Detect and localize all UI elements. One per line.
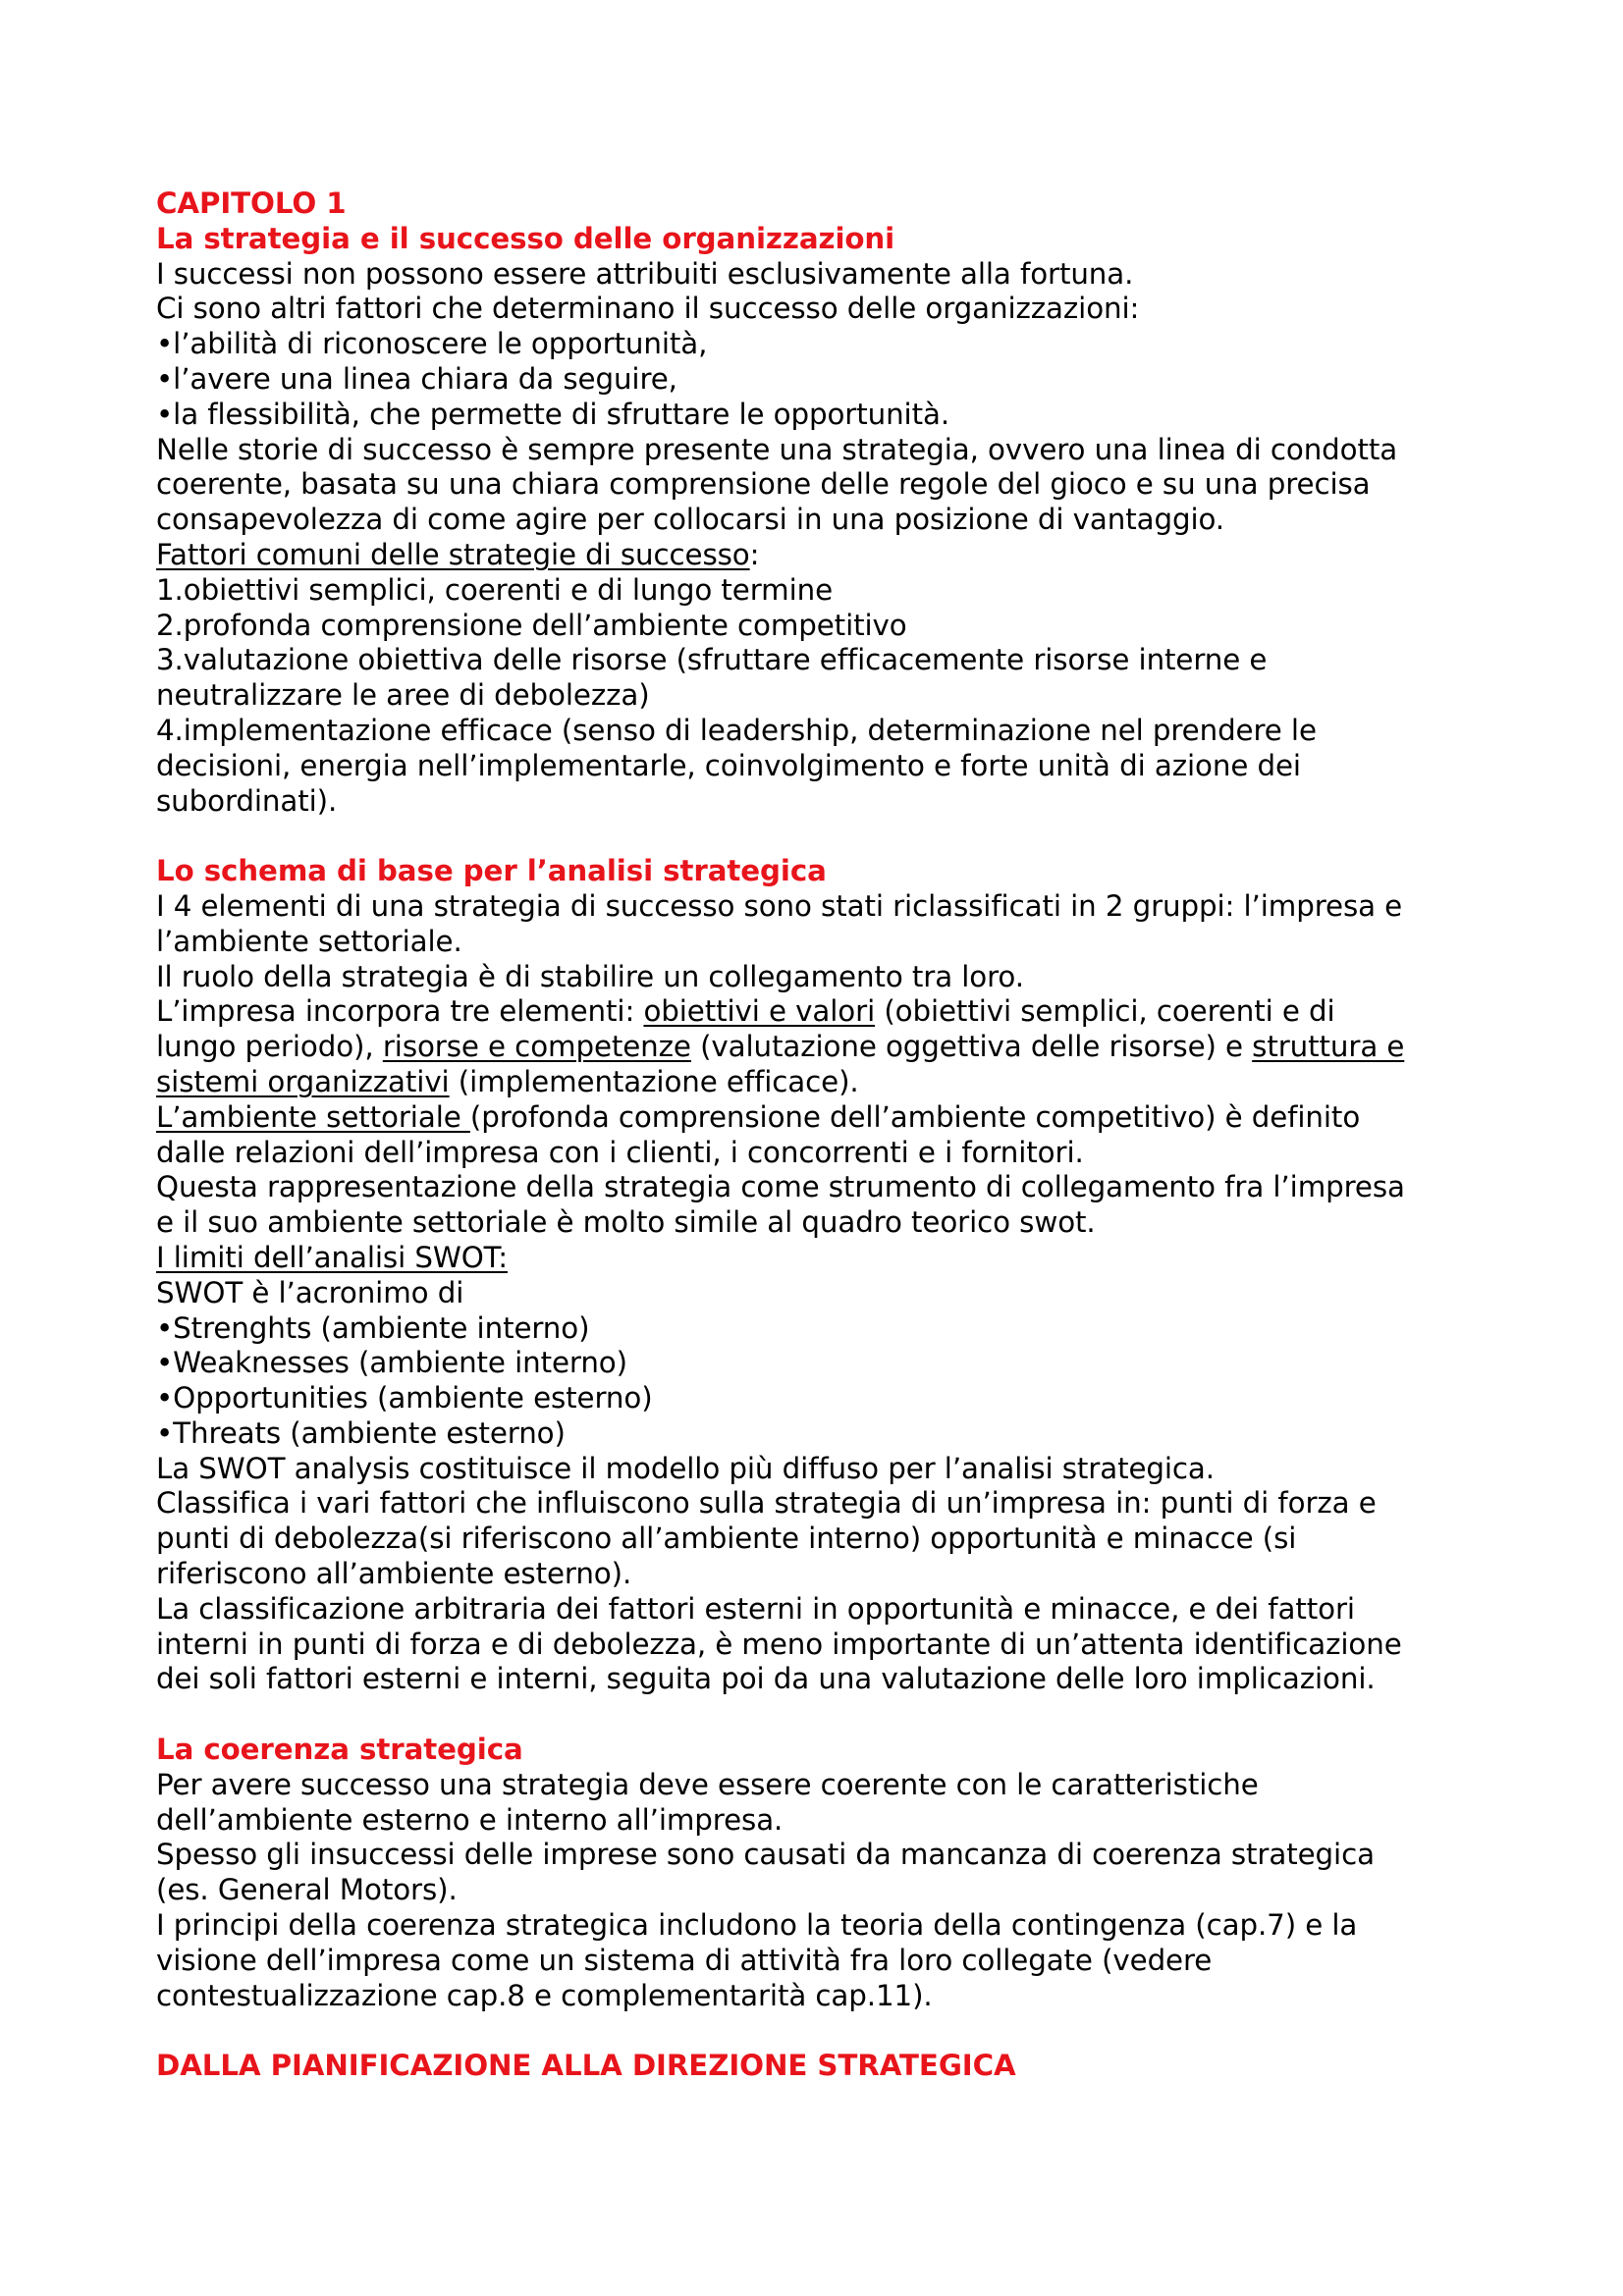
section-title-coerenza: La coerenza strategica xyxy=(156,1733,523,1767)
bullet-item: •Strenghts (ambiente interno) xyxy=(156,1310,590,1345)
underlined-term: L’ambiente settoriale xyxy=(156,1099,470,1134)
list-item: neutralizzare le aree di debolezza) xyxy=(156,678,650,713)
list-item: decisioni, energia nell’implementarle, coinvolgimento e forte unità di azione dei xyxy=(156,748,1301,782)
swot-heading-line xyxy=(156,1241,1491,1276)
bullet-item: •Weaknesses (ambiente interno) xyxy=(156,1346,627,1380)
underlined-term: struttura e xyxy=(1252,1030,1405,1064)
paragraph-line: Nelle storie di successo è sempre presente una strategia, ovvero una linea di condotta xyxy=(156,432,1398,466)
list-item: 3.valutazione obiettiva delle risorse (sfruttare efficacemente risorse interne e xyxy=(156,643,1268,677)
paragraph-line xyxy=(156,1100,1491,1136)
text-run: L’impresa incorpora tre elementi: xyxy=(156,994,644,1029)
paragraph-line: Spesso gli insuccessi delle imprese sono causati da mancanza di coerenza strategica xyxy=(156,1838,1375,1872)
bullet-item: •l’avere una linea chiara da seguire, xyxy=(156,361,677,396)
paragraph-line: I 4 elementi di una strategia di successo sono stati riclassificati in 2 gruppi: l’impresa e xyxy=(156,888,1403,923)
paragraph-line: I principi della coerenza strategica includono la teoria della contingenza (cap.7) e la xyxy=(156,1908,1358,1943)
list-item: 2.profonda comprensione dell’ambiente competitivo xyxy=(156,608,907,642)
bullet-item: •la flessibilità, che permette di sfruttare le opportunità. xyxy=(156,397,950,431)
paragraph-line: dell’ambiente esterno e interno all’impresa. xyxy=(156,1802,784,1837)
paragraph-line: dei soli fattori esterni e interni, seguita poi da una valutazione delle loro implicazioni. xyxy=(156,1662,1376,1696)
paragraph-line xyxy=(156,1030,1491,1065)
text-run: (obiettivi semplici, coerenti e di xyxy=(875,994,1335,1029)
page-content xyxy=(156,187,1491,2084)
spacer xyxy=(156,1697,1491,1733)
section-title-strategia-successo: La strategia e il successo delle organizzazioni xyxy=(156,221,895,255)
bullet-item: •Opportunities (ambiente esterno) xyxy=(156,1381,653,1415)
text-run: (implementazione efficace). xyxy=(449,1064,859,1098)
section-1-body xyxy=(156,257,1491,820)
paragraph-line xyxy=(156,1065,1491,1100)
section-3-body xyxy=(156,1768,1491,2014)
text-run: lungo periodo), xyxy=(156,1030,383,1064)
underlined-term: risorse e competenze xyxy=(382,1030,691,1064)
bullet-item: •Threats (ambiente esterno) xyxy=(156,1415,566,1450)
underlined-term: obiettivi e valori xyxy=(643,994,876,1029)
paragraph-line: (es. General Motors). xyxy=(156,1873,458,1907)
paragraph-line: I successi non possono essere attribuiti esclusivamente alla fortuna. xyxy=(156,256,1134,291)
list-item: subordinati). xyxy=(156,783,338,818)
paragraph-line: punti di debolezza(si riferiscono all’ambiente interno) opportunità e minacce (si xyxy=(156,1522,1297,1556)
section-title-schema-analisi: Lo schema di base per l’analisi strategica xyxy=(156,854,827,888)
paragraph-line: riferiscono all’ambiente esterno). xyxy=(156,1557,632,1591)
paragraph-line: interni in punti di forza e di debolezza, è meno importante di un’attenta identificazione xyxy=(156,1627,1402,1661)
paragraph-line: e il suo ambiente settoriale è molto simile al quadro teorico swot. xyxy=(156,1205,1096,1240)
section-2-body xyxy=(156,889,1491,1697)
paragraph-line: Ci sono altri fattori che determinano il successo delle organizzazioni: xyxy=(156,292,1140,326)
bullet-item: •l’abilità di riconoscere le opportunità, xyxy=(156,327,708,361)
paragraph-line: La SWOT analysis costituisce il modello più diffuso per l’analisi strategica. xyxy=(156,1451,1215,1485)
paragraph-line xyxy=(156,994,1491,1030)
text-run: (profonda comprensione dell’ambiente competitivo) è definito xyxy=(469,1099,1361,1134)
swot-heading: I limiti dell’analisi SWOT: xyxy=(156,1240,509,1274)
paragraph-line: Per avere successo una strategia deve essere coerente con le caratteristiche xyxy=(156,1767,1259,1801)
paragraph-line: dalle relazioni dell’impresa con i clienti, i concorrenti e i fornitori. xyxy=(156,1135,1084,1169)
section-title-pianificazione: DALLA PIANIFICAZIONE ALLA DIREZIONE STRATEGICA xyxy=(156,2049,1016,2083)
spacer xyxy=(156,819,1491,854)
factors-heading: Fattori comuni delle strategie di successo xyxy=(156,537,750,571)
list-item: 4.implementazione efficace (senso di leadership, determinazione nel prendere le xyxy=(156,713,1317,747)
paragraph-line: visione dell’impresa come un sistema di attività fra loro collegate (vedere xyxy=(156,1943,1213,1977)
paragraph-line: Questa rappresentazione della strategia come strumento di collegamento fra l’impresa xyxy=(156,1170,1405,1204)
paragraph-line: La classificazione arbitraria dei fattori esterni in opportunità e minacce, e dei fattori xyxy=(156,1591,1355,1626)
factors-colon: : xyxy=(749,537,760,571)
factors-heading-line xyxy=(156,538,1491,573)
underlined-term: sistemi organizzativi xyxy=(156,1064,450,1098)
paragraph-line: l’ambiente settoriale. xyxy=(156,924,462,958)
paragraph-line: Classifica i vari fattori che influiscono sulla strategia di un’impresa in: punti di forza e xyxy=(156,1486,1377,1521)
paragraph-line: Il ruolo della strategia è di stabilire un collegamento tra loro. xyxy=(156,959,1024,993)
paragraph-line: consapevolezza di come agire per collocarsi in una posizione di vantaggio. xyxy=(156,503,1225,537)
paragraph-line: contestualizzazione cap.8 e complementarità cap.11). xyxy=(156,1978,933,2012)
paragraph-line: SWOT è l’acronimo di xyxy=(156,1275,464,1309)
text-run: (valutazione oggettiva delle risorse) e xyxy=(690,1030,1253,1064)
list-item: 1.obiettivi semplici, coerenti e di lungo termine xyxy=(156,572,834,607)
chapter-title: CAPITOLO 1 xyxy=(156,187,347,220)
paragraph-line: coerente, basata su una chiara comprensione delle regole del gioco e su una precisa xyxy=(156,467,1371,502)
spacer xyxy=(156,2013,1491,2049)
